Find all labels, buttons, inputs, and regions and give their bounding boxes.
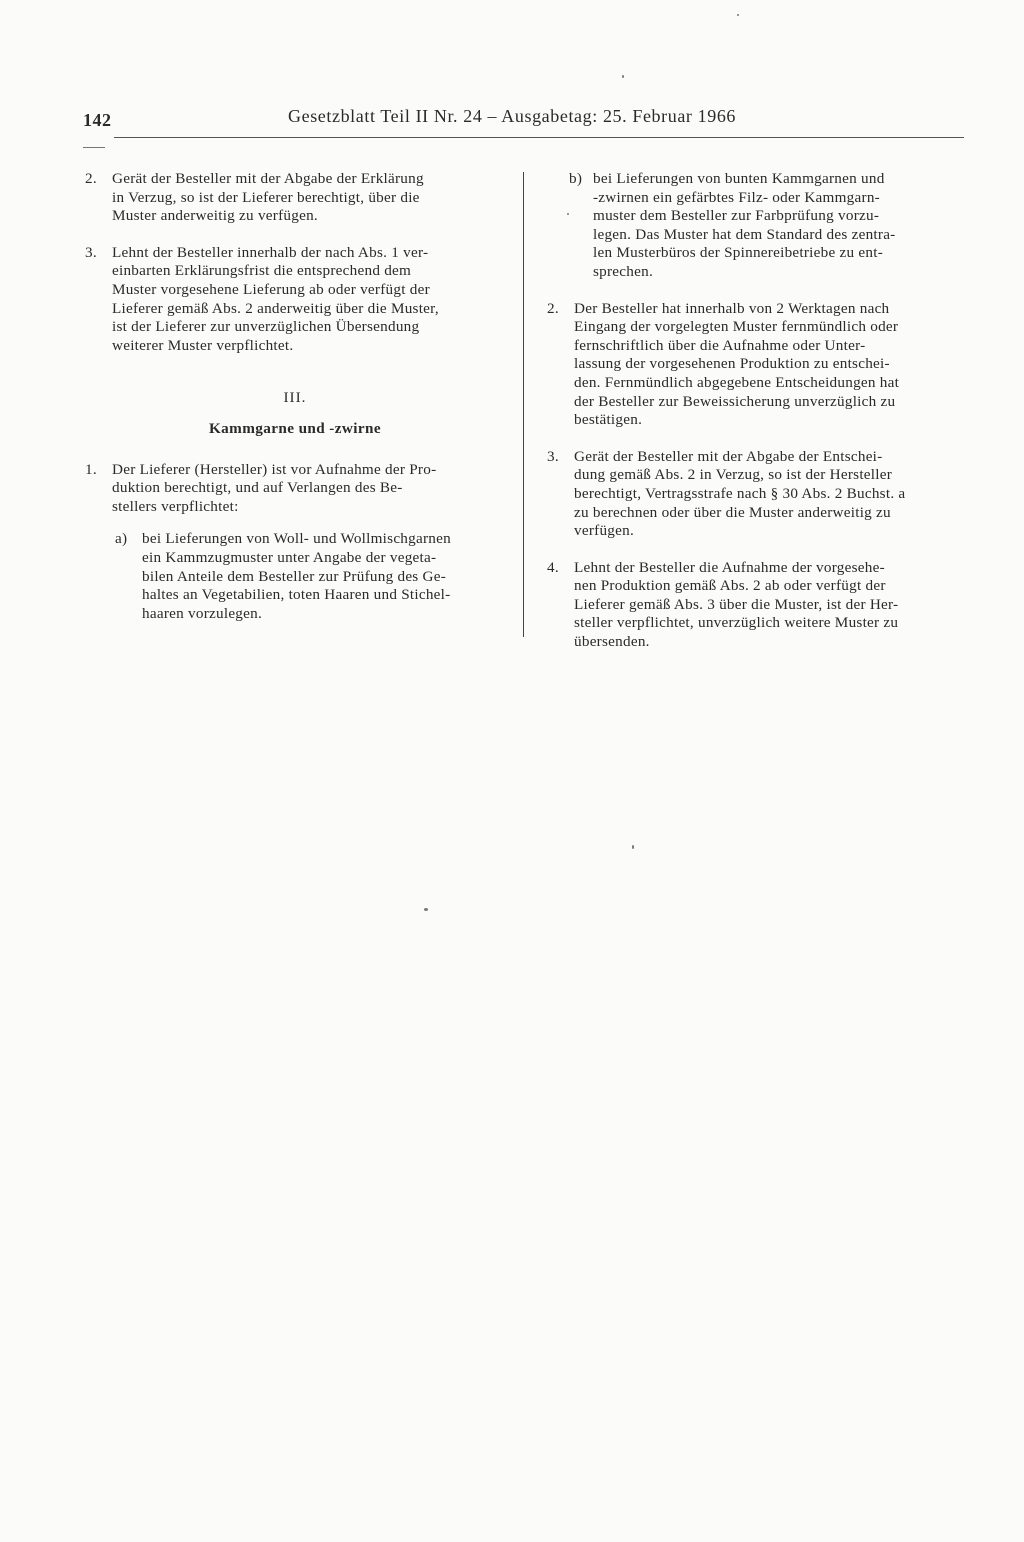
text-line: einbarten Erklärungsfrist die entsprechend dem: [112, 262, 412, 280]
text-line: -zwirnen ein gefärbtes Filz- oder Kammgarn-: [593, 188, 880, 206]
left-column: [85, 170, 505, 623]
text-line: in Verzug, so ist der Lieferer berechtigt, über die: [112, 188, 420, 206]
left-item-1a: [85, 530, 505, 623]
text-line: muster dem Besteller zur Farbprüfung vorzu-: [593, 207, 880, 225]
text-line: Lehnt der Besteller die Aufnahme der vorgesehe-: [574, 558, 885, 576]
text-line: Lieferer gemäß Abs. 3 über die Muster, ist der Her-: [574, 595, 899, 613]
item-number: 4.: [547, 558, 559, 576]
text-line: der Besteller zur Beweissicherung unverzüglich zu: [574, 392, 896, 410]
text-line: bestätigen.: [574, 411, 643, 429]
text-line: berechtigt, Vertragsstrafe nach § 30 Abs. 2 Buchst. a: [574, 484, 906, 502]
scan-speck: [424, 908, 428, 911]
item-number: 2.: [85, 170, 97, 187]
text-line: den. Fernmündlich abgegebene Entscheidungen hat: [574, 373, 900, 391]
item-number: a): [115, 530, 128, 548]
scan-speck: [632, 845, 634, 849]
text-line: Gerät der Besteller mit der Abgabe der Entschei-: [574, 447, 883, 465]
running-title: Gesetzblatt Teil II Nr. 24 – Ausgabetag: 25. Februar 1966: [288, 106, 737, 126]
section-number: III.: [283, 389, 307, 407]
scan-speck: [737, 14, 739, 16]
column-divider: [523, 172, 524, 637]
text-line: ist der Lieferer zur unverzüglichen Übersendung: [112, 318, 420, 336]
text-line: steller verpflichtet, unverzüglich weitere Muster zu: [574, 614, 899, 632]
left-item-1: [85, 461, 505, 517]
text-line: haaren vorzulegen.: [142, 604, 263, 622]
item-number: 2.: [547, 299, 559, 317]
text-line: Eingang der vorgelegten Muster fernmündlich oder: [574, 318, 899, 336]
text-line: sprechen.: [593, 262, 654, 280]
right-item-1b: [547, 170, 967, 282]
text-line: haltes an Vegetabilien, toten Haaren und Stichel-: [142, 586, 451, 604]
item-number: 1.: [85, 460, 97, 478]
header-rule: [114, 137, 964, 138]
item-number: 3.: [547, 447, 559, 465]
text-line: verfügen.: [574, 522, 635, 540]
text-line: Muster vorgesehene Lieferung ab oder verfügt der: [112, 280, 430, 298]
right-column: [547, 170, 967, 652]
page-number: 142: [83, 110, 112, 130]
text-line: stellers verpflichtet:: [112, 497, 239, 515]
text-line: bilen Anteile dem Besteller zur Prüfung des Ge-: [142, 567, 447, 585]
text-line: nen Produktion gemäß Abs. 2 ab oder verfügt der: [574, 577, 886, 595]
right-item-3: [547, 448, 967, 541]
text-line: weiterer Muster verpflichtet.: [112, 336, 294, 354]
text-line: lassung der vorgesehenen Produktion zu entschei-: [574, 355, 890, 373]
left-item-3: [85, 244, 505, 356]
text-line: Der Besteller hat innerhalb von 2 Werktagen nach: [574, 299, 890, 317]
text-line: übersenden.: [574, 633, 650, 651]
scan-speck: [622, 75, 624, 78]
text-line: Lieferer gemäß Abs. 2 anderweitig über die Muster,: [112, 299, 439, 317]
left-item-2: [85, 170, 505, 226]
text-line: fernschriftlich über die Aufnahme oder Unter-: [574, 336, 866, 354]
section-title: Kammgarne und -zwirne: [208, 419, 382, 437]
right-item-4: [547, 559, 967, 652]
scan-speck: [567, 213, 569, 215]
text-line: bei Lieferungen von Woll- und Wollmischgarnen: [142, 530, 451, 548]
text-line: Gerät der Besteller mit der Abgabe der Erklärung: [112, 170, 424, 187]
header-rule-left: [83, 147, 105, 148]
item-number: 3.: [85, 243, 97, 261]
text-line: len Musterbüros der Spinnereibetriebe zu ent-: [593, 244, 884, 262]
text-line: dung gemäß Abs. 2 in Verzug, so ist der Hersteller: [574, 466, 893, 484]
text-line: Der Lieferer (Hersteller) ist vor Aufnahme der Pro-: [112, 460, 437, 478]
text-line: ein Kammzugmuster unter Angabe der vegeta-: [142, 548, 437, 566]
item-number: b): [569, 170, 583, 187]
text-line: legen. Das Muster hat dem Standard des zentra-: [593, 225, 896, 243]
text-line: bei Lieferungen von bunten Kammgarnen und: [593, 170, 885, 187]
text-line: duktion berechtigt, und auf Verlangen des Be-: [112, 479, 403, 497]
text-line: zu berechnen oder über die Muster anderweitig zu: [574, 503, 891, 521]
text-line: Lehnt der Besteller innerhalb der nach Abs. 1 ver-: [112, 243, 429, 261]
right-item-2: [547, 300, 967, 430]
text-line: Muster anderweitig zu verfügen.: [112, 207, 318, 225]
